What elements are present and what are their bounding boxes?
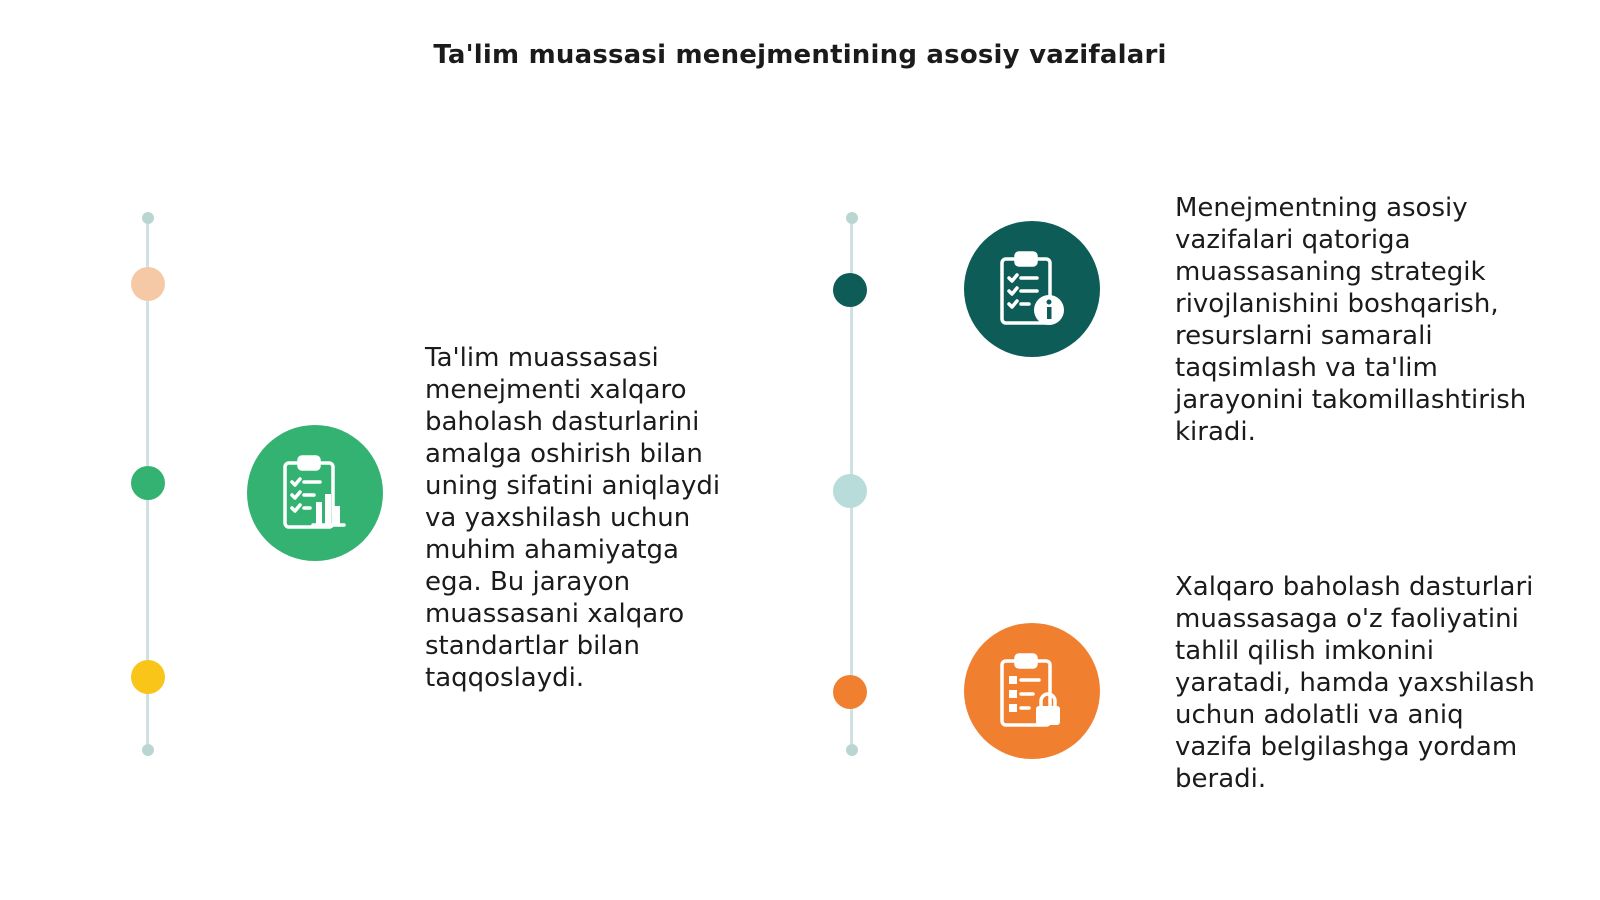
item-1-text: Ta'lim muassasasi menejmenti xalqaro baholash dasturlarini amalga oshirish bilan uning sifatini aniqlaydi va yaxshilash uchun muhim ahamiyatga ega. Bu jarayon muassasani xalqaro standartlar bilan taqqoslaydi. bbox=[425, 343, 721, 693]
clipboard-lock-icon bbox=[964, 623, 1100, 759]
clipboard-info-icon bbox=[964, 221, 1100, 357]
item-3-text: Xalqaro baholash dasturlari muassasaga o'z faoliyatini tahlil qilish imkonini yaratadi, hamda yaxshilash uchun adolatli va aniq vazifa belgilashga yordam beradi. bbox=[1175, 572, 1535, 794]
timeline-node-green bbox=[131, 466, 165, 500]
left-timeline-bottom-tip bbox=[142, 744, 154, 756]
left-timeline-top-tip bbox=[142, 212, 154, 224]
timeline-node-teal bbox=[833, 273, 867, 307]
timeline-node-pale-teal bbox=[833, 474, 867, 508]
right-timeline-top-tip bbox=[846, 212, 858, 224]
timeline-node-peach bbox=[131, 267, 165, 301]
right-timeline-bottom-tip bbox=[846, 744, 858, 756]
timeline-node-orange bbox=[833, 675, 867, 709]
item-2-text: Menejmentning asosiy vazifalari qatoriga muassasaning strategik rivojlanishini boshqarish, resurslarni samarali taqsimlash va ta'lim jarayonini takomillashtirish kiradi. bbox=[1175, 193, 1527, 447]
timeline-node-yellow bbox=[131, 660, 165, 694]
clipboard-chart-icon bbox=[247, 425, 383, 561]
page-title: Ta'lim muassasi menejmentining asosiy vazifalari bbox=[433, 40, 1167, 70]
